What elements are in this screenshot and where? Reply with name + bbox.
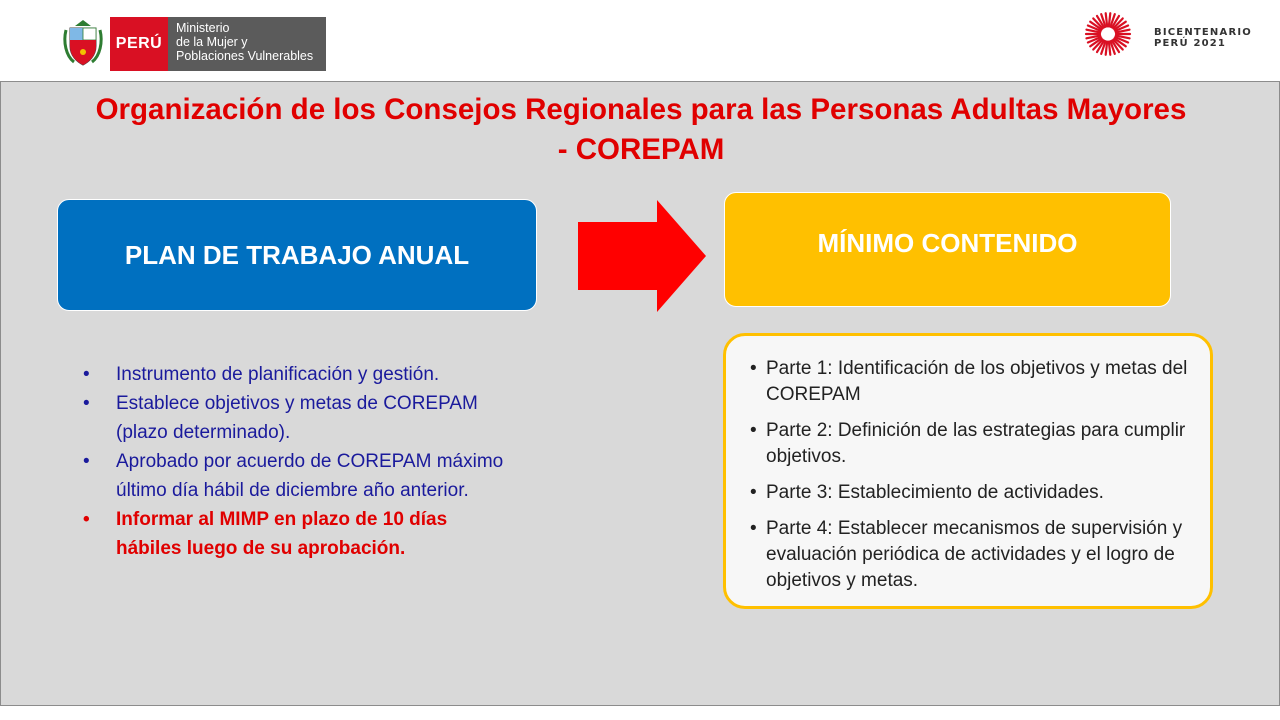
list-item-text: Parte 2: Definición de las estrategias para cumplir objetivos. <box>766 420 1186 467</box>
bullet-icon: • <box>83 364 90 385</box>
ministry-line: Ministerio <box>176 21 230 35</box>
government-logo <box>110 17 326 71</box>
list-item <box>83 360 513 389</box>
bicentenario-line: BICENTENARIO <box>1154 27 1252 38</box>
list-item-highlight <box>83 505 513 563</box>
list-item <box>750 356 1190 408</box>
title-line-1: Organización de los Consejos Regionales para las Personas Adultas Mayores <box>95 93 1187 126</box>
bullet-icon: • <box>83 393 90 414</box>
ministry-line: Poblaciones Vulnerables <box>176 49 314 63</box>
peru-label: PERÚ <box>110 17 168 71</box>
bicentenario-logo-icon <box>1072 10 1144 58</box>
bicentenario-ray <box>1106 42 1107 55</box>
list-item-text: Parte 1: Identificación de los objetivos y metas del COREPAM <box>766 358 1188 405</box>
list-item <box>750 480 1190 506</box>
ministry-line: de la Mujer y <box>176 35 248 49</box>
ministry-name <box>168 17 326 71</box>
header-bar <box>0 0 1280 80</box>
list-item-text: Instrumento de planificación y gestión. <box>116 364 440 385</box>
bullet-icon: • <box>750 358 757 379</box>
right-arrow-icon <box>578 200 708 312</box>
list-item <box>750 418 1190 470</box>
plan-trabajo-box: PLAN DE TRABAJO ANUAL <box>57 199 537 311</box>
list-item-text: Parte 4: Establecer mecanismos de supervisión y evaluación periódica de actividades y el logro de objetivos y metas. <box>766 518 1183 591</box>
contenido-panel <box>723 333 1213 609</box>
list-item-text: Informar al MIMP en plazo de 10 días hábiles luego de su aprobación. <box>116 509 448 559</box>
national-crest-icon <box>62 18 104 68</box>
bullet-icon: • <box>750 518 757 539</box>
bicentenario-ray <box>1109 42 1110 55</box>
plan-bullet-list <box>83 360 513 563</box>
list-item-text: Parte 3: Establecimiento de actividades. <box>766 482 1104 503</box>
list-item <box>83 447 513 505</box>
contenido-bullet-list <box>750 356 1190 604</box>
bicentenario-line: PERÚ 2021 <box>1154 38 1227 49</box>
slide-title <box>41 90 1241 170</box>
bullet-icon: • <box>83 509 90 530</box>
list-item <box>750 516 1190 594</box>
bicentenario-text <box>1154 27 1252 49</box>
bullet-icon: • <box>83 451 90 472</box>
list-item-text: Aprobado por acuerdo de COREPAM máximo último día hábil de diciembre año anterior. <box>116 451 504 501</box>
bicentenario-ray <box>1106 13 1107 26</box>
bullet-icon: • <box>750 420 757 441</box>
list-item-text: Establece objetivos y metas de COREPAM (plazo determinado). <box>116 393 478 443</box>
bicentenario-ray <box>1109 13 1110 26</box>
bullet-icon: • <box>750 482 757 503</box>
minimo-contenido-box: MÍNIMO CONTENIDO <box>724 192 1171 307</box>
title-line-2: - COREPAM <box>557 133 725 166</box>
slide-content <box>0 81 1280 706</box>
list-item <box>83 389 513 447</box>
